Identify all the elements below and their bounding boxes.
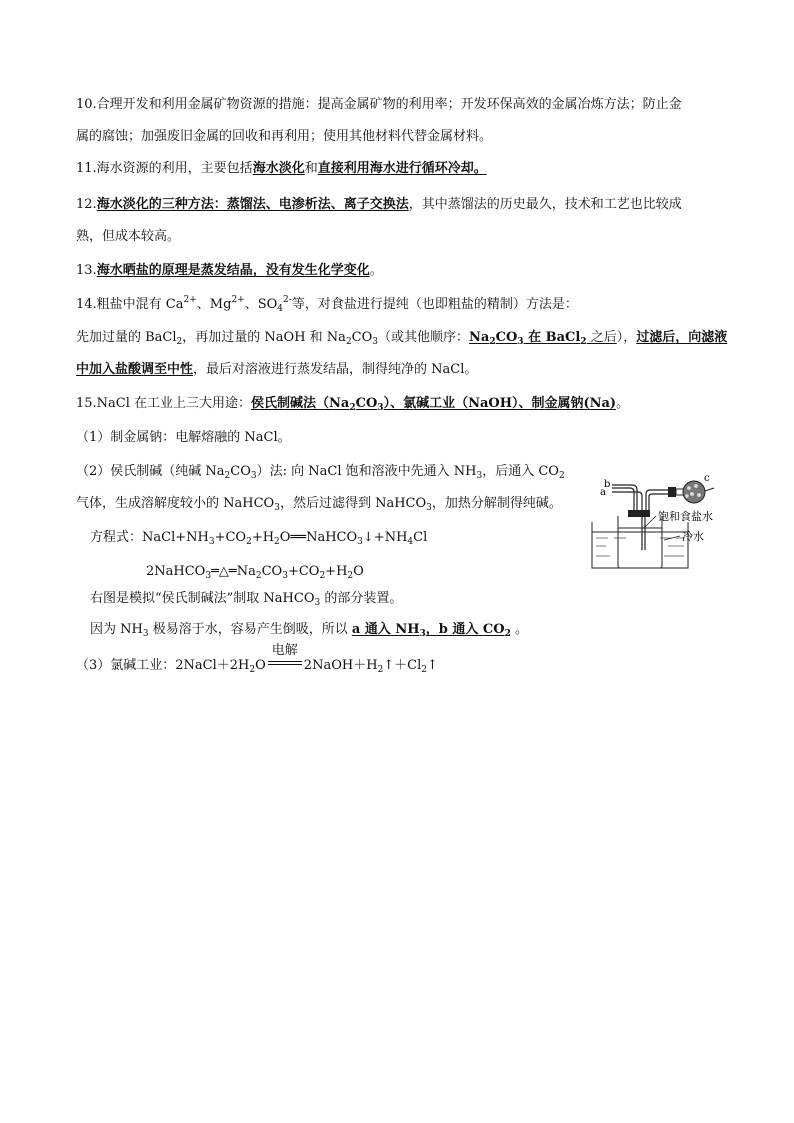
subscript: 3	[426, 503, 432, 513]
text: （2）侯氏制碱（纯碱 Na	[76, 464, 225, 479]
text: 。	[616, 396, 630, 411]
text: ↓+NH	[362, 530, 408, 545]
subscript: 3	[250, 471, 257, 481]
equation-2	[146, 563, 364, 581]
apparatus-figure	[588, 470, 734, 574]
item-14-line-3	[76, 361, 477, 379]
text: 极易溶于水，容易产生倒吸，所以	[148, 622, 352, 637]
text: （或其他顺序：	[378, 330, 470, 345]
subscript: 2	[504, 629, 511, 639]
item-10-line-1	[76, 96, 682, 114]
text: 和	[304, 161, 318, 176]
electrolysis-arrow	[266, 643, 304, 675]
text: 。	[510, 622, 529, 637]
text: 之后	[586, 330, 617, 345]
text: 15.NaCl 在工业上三大用途：	[76, 396, 252, 411]
text: （1）制金属钠：电解熔融的 NaCl。	[76, 430, 291, 445]
text: ，然后过滤得到 NaHCO	[279, 496, 427, 511]
text: O	[255, 658, 266, 673]
subscript: 2	[319, 571, 326, 581]
label-cold-water: 冷水	[682, 530, 704, 543]
item-11	[76, 160, 487, 178]
text: ，再加过量的 NaOH 和 Na	[182, 330, 346, 345]
text: 气体，生成溶解度较小的 NaHCO	[76, 496, 275, 511]
text: ↑	[427, 658, 438, 673]
text: O	[353, 564, 364, 579]
water-waves	[596, 538, 685, 556]
superscript: 2-	[283, 295, 292, 305]
condition-label: 电解	[271, 643, 298, 658]
text: 属的腐蚀；加强废旧金属的回收和再利用；使用其他材料代替金属材料。	[76, 129, 493, 144]
stopper	[628, 510, 650, 517]
subscript: 2	[489, 337, 496, 347]
subscript: 4	[277, 304, 284, 314]
label-brine: 饱和食盐水	[658, 510, 713, 523]
subscript: 2	[421, 665, 427, 675]
uses-list	[251, 396, 616, 411]
subscript: 2	[249, 665, 256, 675]
text: ，最后对溶液进行蒸发结晶，制得纯净的 NaCl。	[193, 362, 478, 377]
text: 因为 NH	[90, 622, 143, 637]
text: ═△═Na	[211, 564, 256, 579]
text: 、SO	[244, 297, 278, 312]
text: 熟，但成本较高。	[76, 229, 181, 244]
text: 13.	[76, 263, 97, 278]
text: ，加热分解制得纯碱。	[431, 496, 562, 511]
subscript: 2	[580, 337, 587, 347]
flask	[618, 516, 662, 568]
subscript: 3	[419, 629, 426, 639]
tube-a	[612, 485, 637, 510]
item-10-line-2	[76, 128, 492, 146]
text: 在 BaCl	[523, 330, 581, 345]
leader-brine	[644, 516, 656, 528]
subscript: 3	[517, 337, 524, 347]
superscript: 2+	[183, 295, 197, 305]
subscript: 2	[224, 471, 231, 481]
text: CO	[351, 330, 373, 345]
subscript: 2	[349, 403, 356, 413]
item-15-heading	[76, 395, 629, 413]
text: O══NaHCO	[279, 530, 358, 545]
key-term: 海水晒盐的原理是蒸发结晶，没有发生化学变化	[96, 263, 370, 278]
text: ，后通入 CO	[482, 464, 559, 479]
text: （3）氯碱工业：2NaCl＋2H	[76, 658, 250, 673]
text: 10.合理开发和利用金属矿物资源的措施：提高金属矿物的利用率；开发环保高效的金属冶炼方法；防止金	[76, 97, 682, 112]
text: 2NaHCO	[146, 564, 206, 579]
subscript: 2	[246, 537, 252, 547]
label-a: a	[600, 487, 606, 498]
text: 先加过量的 BaCl	[76, 330, 177, 345]
double-bar	[268, 661, 302, 665]
text: CO	[355, 396, 378, 411]
text: 。	[369, 263, 383, 278]
text: CO	[261, 564, 283, 579]
subscript: 2	[255, 571, 262, 581]
subscript: 3	[372, 337, 379, 347]
text: ↑＋Cl	[383, 658, 422, 673]
item-15-part-3	[76, 643, 438, 675]
text: 侯氏制碱法（Na	[251, 396, 350, 411]
text: 12.	[76, 197, 97, 212]
item-12-line-2	[76, 228, 180, 246]
text: 的部分装置。	[320, 591, 403, 606]
text: ）、氯碱工业（NaOH）、制金属钠(Na)	[383, 396, 617, 411]
key-term: 海水淡化	[252, 161, 305, 176]
text: 等，对食盐进行提纯（也即粗盐的精制）方法是：	[291, 297, 578, 312]
subscript: 2	[345, 337, 352, 347]
subscript: 3	[205, 571, 212, 581]
key-term: 直接利用海水进行循环冷却。	[317, 161, 487, 176]
text: +CO	[287, 564, 320, 579]
item-15-part-2-line-2	[76, 495, 562, 513]
figure-caption	[90, 590, 402, 608]
cold-water-bath	[592, 522, 688, 568]
text: 、Mg	[196, 297, 232, 312]
text: +H	[325, 564, 348, 579]
subscript: 2	[176, 337, 183, 347]
tube-c	[646, 490, 668, 510]
subscript: 3	[282, 571, 288, 581]
text: 右图是模拟“侯氏制碱法”制取 NaHCO	[90, 591, 315, 606]
text: 方程式：NaCl+NH	[90, 530, 209, 545]
key-term	[352, 622, 511, 637]
subscript: 3	[377, 403, 384, 413]
outlet-tube	[705, 488, 714, 491]
text: +CO	[214, 530, 247, 545]
key-term: 中加入盐酸调至中性	[76, 362, 194, 377]
reason-line	[90, 621, 528, 639]
tube-b	[612, 492, 645, 550]
text: CO	[230, 464, 251, 479]
text: Na	[469, 330, 490, 345]
drying-bulb	[683, 481, 705, 503]
text: +H	[251, 530, 275, 545]
text: ，b 通入 CO	[425, 622, 505, 637]
text: 11.海水资源的利用，主要包括	[76, 161, 253, 176]
item-12-line-1	[76, 196, 682, 214]
label-c: c	[704, 473, 710, 484]
text: ）法: 向 NaCl 饱和溶液中先通入 NH	[256, 464, 477, 479]
text: ，其中蒸馏法的历史最久，技术和工艺也比较成	[408, 197, 682, 212]
text: Cl	[413, 530, 428, 545]
key-term: 海水淡化的三种方法：蒸馏法、电渗析法、离子交换法	[96, 197, 409, 212]
subscript: 2	[274, 537, 280, 547]
subscript: 3	[208, 537, 215, 547]
subscript: 2	[377, 665, 384, 675]
label-b: b	[604, 479, 611, 490]
subscript: 4	[407, 537, 414, 547]
subscript: 2	[558, 471, 565, 481]
subscript: 3	[476, 471, 483, 481]
item-13	[76, 262, 383, 280]
item-15-part-2-line-1	[76, 463, 565, 481]
item-14-line-1	[76, 296, 578, 314]
text: a 通入 NH	[351, 622, 420, 637]
text: ），	[616, 330, 637, 345]
subscript: 3	[357, 537, 363, 547]
subscript: 3	[314, 598, 321, 608]
key-term: 过滤后，向滤液	[636, 330, 728, 345]
connector	[668, 487, 676, 497]
text: 2NaOH＋H	[303, 658, 378, 673]
equation-1	[90, 529, 427, 547]
text: CO	[495, 330, 518, 345]
item-14-line-2	[76, 329, 727, 347]
superscript: 2+	[231, 295, 245, 305]
subscript: 3	[274, 503, 280, 513]
item-15-part-1	[76, 429, 291, 447]
subscript: 3	[142, 629, 149, 639]
subscript: 2	[347, 571, 354, 581]
order-note	[469, 330, 617, 345]
text: 14.粗盐中混有 Ca	[76, 297, 184, 312]
